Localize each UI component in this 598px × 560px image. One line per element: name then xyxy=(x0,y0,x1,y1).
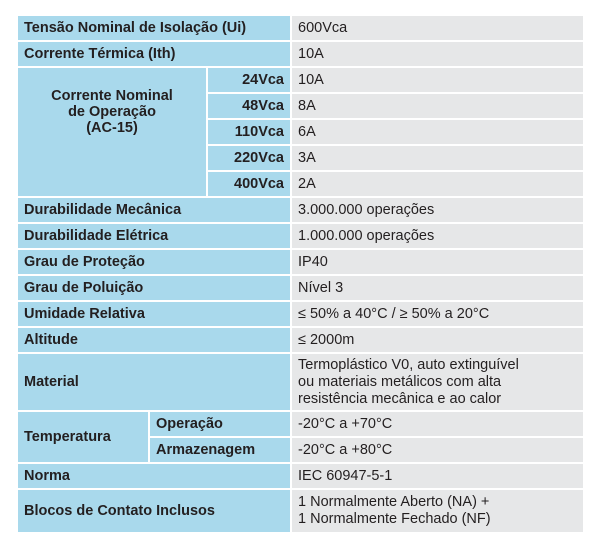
operacao-label: Operação xyxy=(149,411,291,437)
grau-poluicao-label: Grau de Poluição xyxy=(17,275,291,301)
voltage-220: 220Vca xyxy=(207,145,291,171)
le-symbol: ≤ xyxy=(298,306,306,322)
table-row xyxy=(17,197,584,223)
corrente-termica-label: Corrente Térmica (Ith) xyxy=(17,41,291,67)
current-400: 2A xyxy=(291,171,584,197)
durab-eletrica-label: Durabilidade Elétrica xyxy=(17,223,291,249)
material-value xyxy=(291,353,584,411)
grau-protecao-label: Grau de Proteção xyxy=(17,249,291,275)
blocos-value-line: 1 Normalmente Fechado (NF) xyxy=(298,511,491,527)
material-value-line: resistência mecânica e ao calor xyxy=(298,390,502,407)
temperatura-label: Temperatura xyxy=(17,411,149,463)
altitude-label: Altitude xyxy=(17,327,291,353)
altitude-value xyxy=(291,327,584,353)
corrente-nominal-label-line: Corrente Nominal xyxy=(51,88,173,104)
current-220: 3A xyxy=(291,145,584,171)
armazenagem-value: -20°C a +80°C xyxy=(291,437,584,463)
tensao-value: 600Vca xyxy=(291,15,584,41)
umidade-value-part: 50% a 20°C xyxy=(407,306,490,322)
table-row xyxy=(17,327,584,353)
blocos-value xyxy=(291,489,584,533)
corrente-nominal-label xyxy=(17,67,207,197)
table-row xyxy=(17,223,584,249)
operacao-value: -20°C a +70°C xyxy=(291,411,584,437)
table-row xyxy=(17,411,584,437)
material-value-line: ou materiais metálicos com alta xyxy=(298,373,502,390)
corrente-nominal-label-line: (AC-15) xyxy=(86,120,138,136)
current-48: 8A xyxy=(291,93,584,119)
le-symbol: ≤ xyxy=(298,332,306,348)
table-row xyxy=(17,463,584,489)
umidade-value-part: 50% a 40°C / xyxy=(305,306,400,322)
material-label: Material xyxy=(17,353,291,411)
material-value-line: Termoplástico V0, auto extinguível xyxy=(298,356,519,373)
norma-value: IEC 60947-5-1 xyxy=(291,463,584,489)
table-row xyxy=(17,353,584,411)
corrente-nominal-label-line: de Operação xyxy=(68,104,156,120)
table-row xyxy=(17,489,584,533)
grau-poluicao-value: Nível 3 xyxy=(291,275,584,301)
durab-mecanica-label: Durabilidade Mecânica xyxy=(17,197,291,223)
armazenagem-label: Armazenagem xyxy=(149,437,291,463)
blocos-value-line: 1 Normalmente Aberto (NA) + xyxy=(298,494,490,510)
table-row xyxy=(17,275,584,301)
grau-protecao-value: IP40 xyxy=(291,249,584,275)
voltage-110: 110Vca xyxy=(207,119,291,145)
voltage-24: 24Vca xyxy=(207,67,291,93)
durab-mecanica-value: 3.000.000 operações xyxy=(291,197,584,223)
voltage-400: 400Vca xyxy=(207,171,291,197)
tensao-label: Tensão Nominal de Isolação (Ui) xyxy=(17,15,291,41)
table-row xyxy=(17,67,584,93)
current-110: 6A xyxy=(291,119,584,145)
durab-eletrica-value: 1.000.000 operações xyxy=(291,223,584,249)
spec-table xyxy=(16,14,585,534)
table-row xyxy=(17,301,584,327)
ge-symbol: ≥ xyxy=(399,306,408,322)
table-row xyxy=(17,41,584,67)
blocos-label: Blocos de Contato Inclusos xyxy=(17,489,291,533)
altitude-value-part: 2000m xyxy=(305,332,355,348)
voltage-48: 48Vca xyxy=(207,93,291,119)
current-24: 10A xyxy=(291,67,584,93)
table-row xyxy=(17,15,584,41)
norma-label: Norma xyxy=(17,463,291,489)
corrente-termica-value: 10A xyxy=(291,41,584,67)
umidade-value xyxy=(291,301,584,327)
umidade-label: Umidade Relativa xyxy=(17,301,291,327)
table-row xyxy=(17,249,584,275)
